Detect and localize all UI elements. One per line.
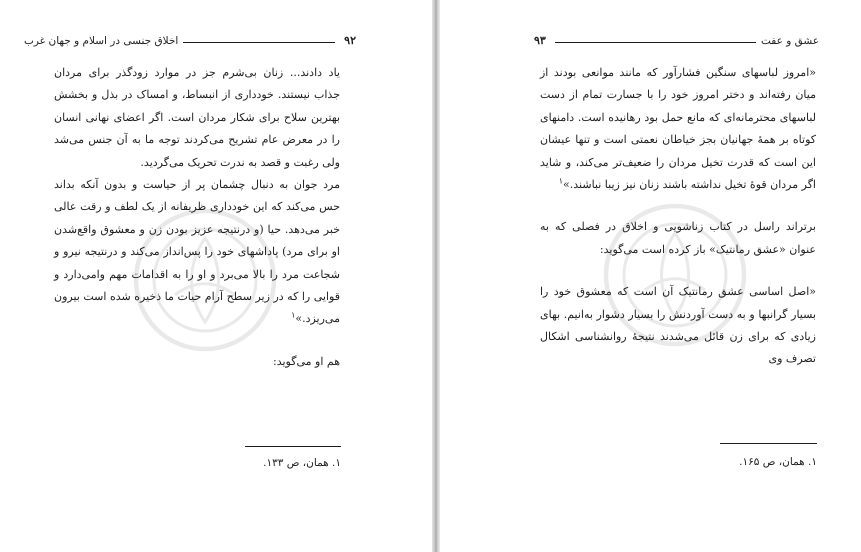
header-rule — [555, 42, 756, 43]
body-text — [54, 62, 340, 373]
paragraph-quote — [540, 62, 816, 196]
running-header — [24, 31, 360, 47]
running-title: اخلاق جنسی در اسلام و جهان غرب — [24, 35, 179, 47]
footnote: ۱. همان، ص ۱۳۳. — [263, 457, 341, 469]
paragraph-text: «امروز لباسهای سنگین فشارآور که مانند موانعی بودند از میان رفته‌اند و دختر امروز خود را با جسارت تمام از دست لباسهای محترمانه‌ای که مانع حمل بود رهانیده است. دامنهای کوتاه بر همهٔ جهانیان بجز خیاطان نعمتی است و تنها عیشان این است که قدرت تخیل مردان را ضعیف‌تر می‌کند، و شاید اگر مردان قوهٔ تخیل نداشته باشند زنان نیز زیبا نباشند.» — [540, 66, 816, 192]
footnote-marker: ۱ — [558, 176, 564, 186]
body-text — [540, 62, 816, 371]
page-number: ۹۲ — [344, 34, 356, 47]
paragraph-text: مرد جوان به دنبال چشمان پر از حیاست و بدون آنکه بداند حس می‌کند که این خودداری ظریفانه از یک لطف و رقت عالی خبر می‌دهد. حیا (و درنتیجه عزیز بودن زن و معشوق واقع‌شدن او برای مرد) پاداشهای خود را پس‌انداز می‌کند و درنتیجه نیرو و شجاعت مرد را بالا می‌برد و او را به اقدامات مهم وامی‌دارد و قوایی را که در زیر سطح آرام حیات ما ذخیره شده است بیرون می‌ریزد.» — [54, 178, 340, 326]
page-number: ۹۳ — [534, 34, 546, 47]
paragraph: برتراند راسل در کتاب زناشویی و اخلاق در فصلی که به عنوان «عشق رمانتیک» باز کرده است می‌گوید: — [540, 220, 816, 256]
footnote-rule — [720, 443, 817, 444]
closing-line: هم او می‌گوید: — [272, 354, 340, 368]
book-gutter — [432, 0, 440, 552]
paragraph: «اصل اساسی عشق رمانتیک آن است که معشوق خود را بسیار گرانبها و به دست آوردنش را بسیار دشوار به‌انیم. بهای زیادی که برای زن قائل می‌شدند نتیجهٔ روانشناسی اشکال تصرف وی — [540, 285, 816, 366]
paragraph-quote-end — [54, 174, 340, 331]
footnote-marker: ۱ — [291, 310, 296, 320]
footnote: ۱. همان، ص ۱۶۵. — [739, 456, 817, 468]
paragraph: یاد دادند... زنان بی‌شرم جز در موارد زودگذر برای مردان جذاب نیستند. خودداری از انبساط، و امساک در بذل و بخشش بهترین سلاح برای شکار مردان است. اگر اعضای نهانی انسان را در معرض عام تشریح می‌کردند توجه ما به آن جنس می‌شد ولی رغبت و قصد به ندرت تحریک می‌گردید. — [54, 66, 340, 169]
running-header — [530, 31, 819, 47]
footnote-rule — [245, 446, 341, 447]
running-title: عشق و عفت — [760, 35, 819, 47]
right-page — [440, 0, 861, 552]
header-rule — [183, 42, 335, 43]
